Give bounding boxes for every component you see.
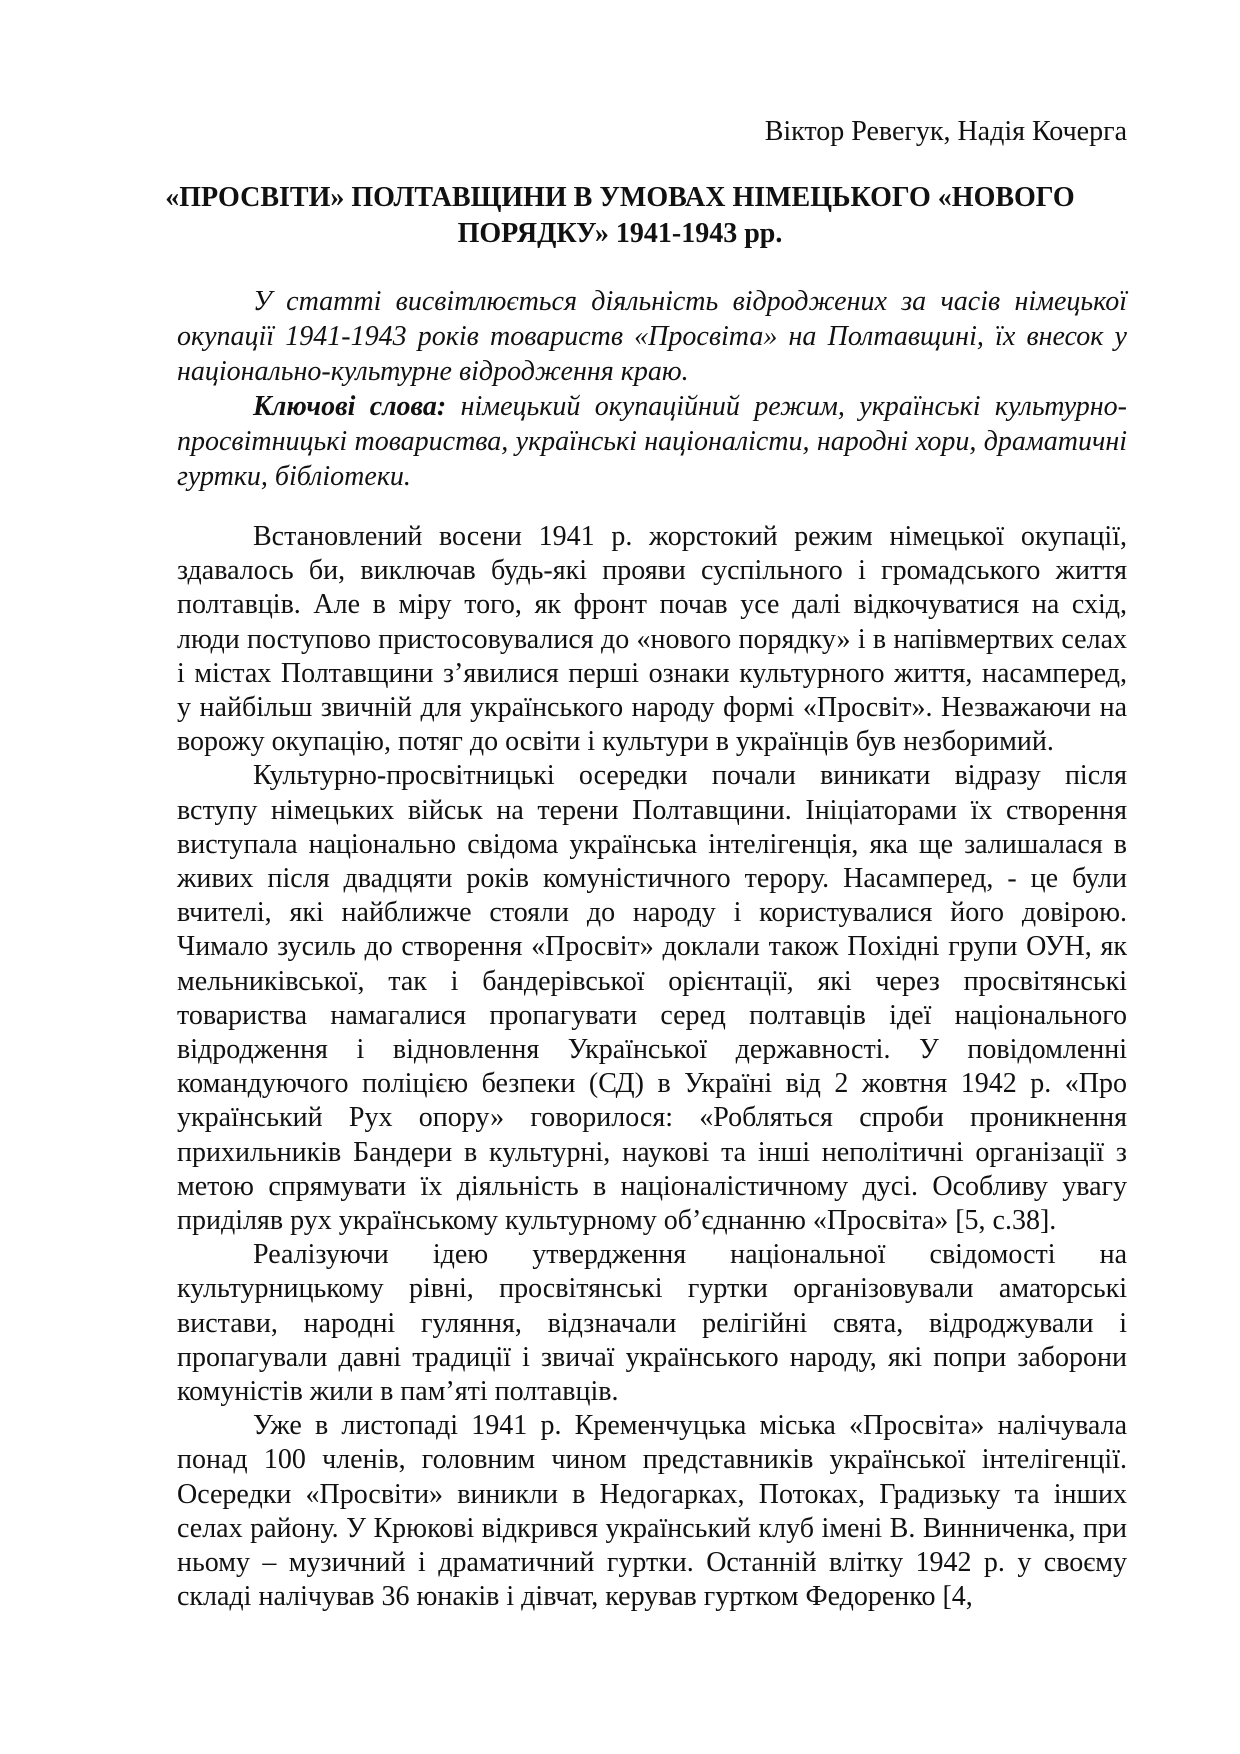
keywords-label: Ключові слова:: [253, 391, 447, 422]
abstract-block: [177, 284, 1127, 494]
keywords-text: німецький окупаційний режим, українські культурно-просвітницькі товариства, українські націоналісти, народні хори, драматичні гуртки, бібліотеки.: [177, 391, 1128, 492]
authors-line: Віктор Ревегук, Надія Кочерга: [764, 116, 1127, 147]
title-line-1: «ПРОСВІТИ» ПОЛТАВЩИНИ В УМОВАХ НІМЕЦЬКОГО «НОВОГО: [165, 182, 1075, 213]
title-line-2: ПОРЯДКУ» 1941-1943 рр.: [457, 218, 783, 249]
body-paragraph-4: Уже в листопаді 1941 р. Кременчуцька міська «Просвіта» налічувала понад 100 членів, головним чином представників української інтелігенції. Осередки «Просвіти» виникли в Недогарках, Потоках, Градизьку та інших селах району. У Крюкові відкрився український клуб імені В. Винниченка, при ньому – музичний і драматичний гуртки. Останній влітку 1942 р. у своєму складі налічував 36 юнаків і дівчат, керував гуртком Федоренко [4,: [177, 1410, 1127, 1613]
keywords-paragraph: [177, 389, 1127, 494]
abstract-text: У статті висвітлюється діяльність відроджених за часів німецької окупації 1941-1943 років товариств «Просвіта» на Полтавщині, їх внесок у національно-культурне відродження краю.: [177, 286, 1127, 387]
article-title: [160, 180, 1080, 252]
body-paragraph-1: Встановлений восени 1941 р. жорстокий режим німецької окупації, здавалось би, виключав будь-які прояви суспільного і громадського життя полтавців. Але в міру того, як фронт почав усе далі відкочуватися на схід, люди поступово пристосовувалися до «нового порядку» і в напівмертвих селах і містах Полтавщини з’явилися перші ознаки культурного життя, насамперед, у найбільш звичній для українського народу формі «Просвіт». Незважаючи на ворожу окупацію, потяг до освіти і культури в українців був незборимий.: [177, 521, 1127, 758]
body-paragraph-2: Культурно-просвітницькі осередки почали виникати відразу після вступу німецьких військ на терени Полтавщини. Ініціаторами їх створення виступала національно свідома українська інтелігенція, яка ще залишалася в живих після двадцяти років комуністичного терору. Насамперед, - це були вчителі, які найближче стояли до народу і користувалися його довірою. Чимало зусиль до створення «Просвіт» доклали також Похідні групи ОУН, як мельниківської, так і бандерівської орієнтації, які через просвітянські товариства намагалися пропагувати серед полтавців ідеї національного відродження і відновлення Української державності. У повідомленні командуючого поліцією безпеки (СД) в Україні від 2 жовтня 1942 р. «Про український Рух опору» говорилося: «Робляться спроби проникнення прихильників Бандери в культурні, наукові та інші неполітичні організації з метою спрямувати їх діяльність в націоналістичному дусі. Особливу увагу приділяв рух українському культурному об’єднанню «Просвіта» [5, с.38].: [177, 760, 1127, 1237]
body-paragraph-3: Реалізуючи ідею утвердження національної свідомості на культурницькому рівні, просвітянські гуртки організовували аматорські вистави, народні гуляння, відзначали релігійні свята, відроджували і пропагували давні традиції і звичаї українського народу, які попри заборони комуністів жили в пам’яті полтавців.: [177, 1239, 1127, 1408]
article-body: [177, 520, 1127, 1615]
